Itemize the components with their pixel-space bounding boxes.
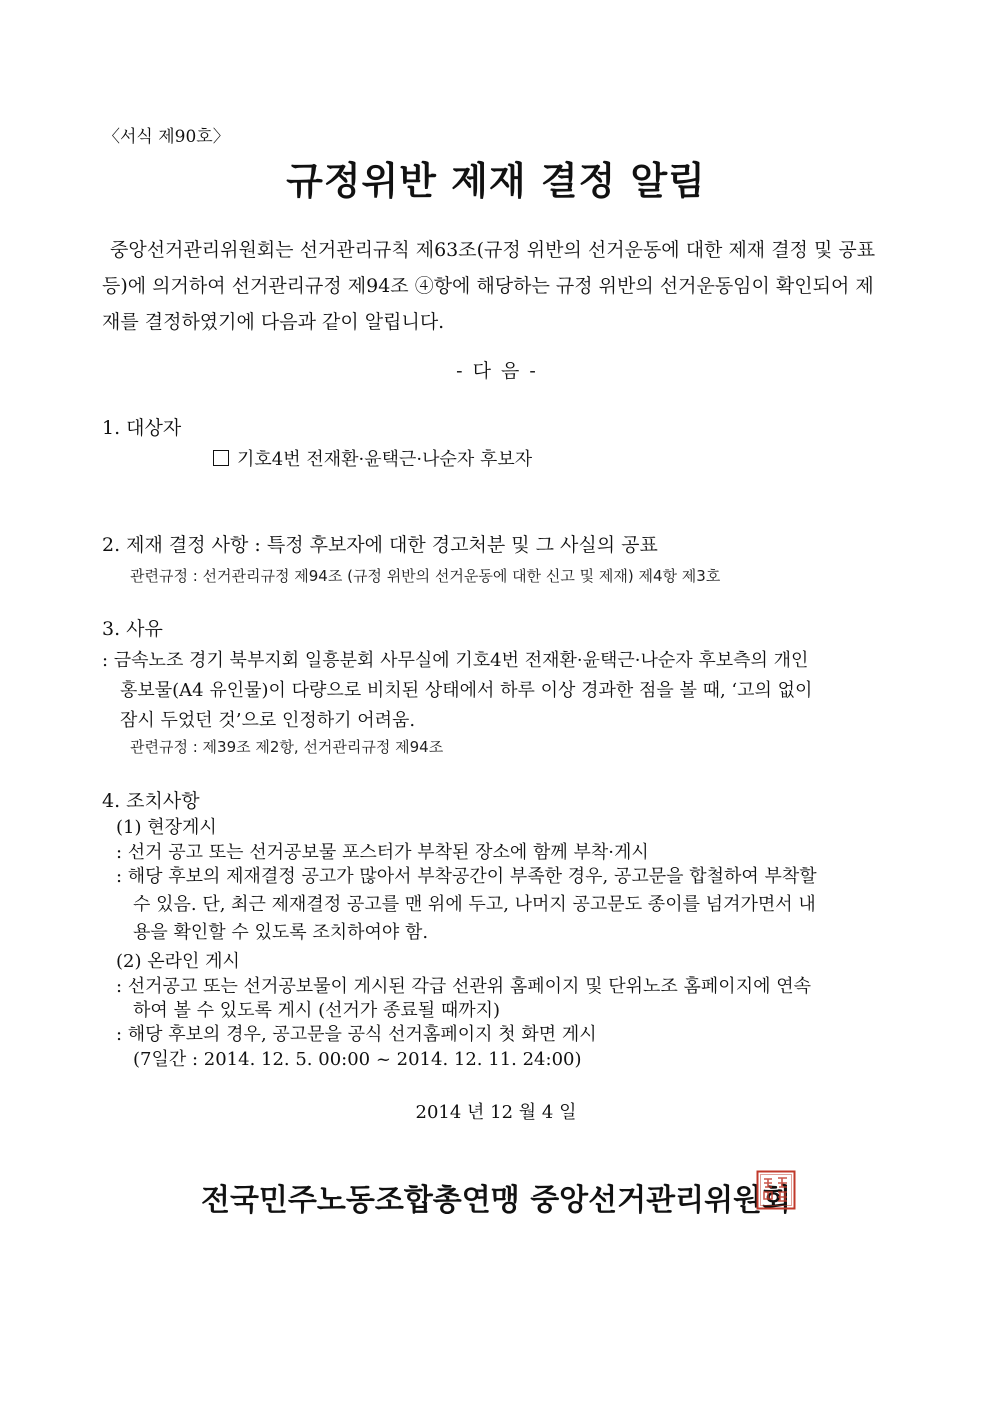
form-number: 〈서식 제90호〉 — [103, 127, 230, 147]
section-4-sub2-line-1: : 선거공고 또는 선거공보물이 게시된 각급 선관위 홈페이지 및 단위노조 홈페이지에 연속 — [116, 976, 811, 997]
section-4-sub2-line-3: : 해당 후보의 경우, 공고문을 공식 선거홈페이지 첫 화면 게시 — [116, 1024, 597, 1045]
checkbox-bullet-icon — [213, 450, 229, 466]
section-3-related: 관련규정 : 제39조 제2항, 선거관리규정 제94조 — [130, 738, 444, 756]
section-3-line-1: : 금속노조 경기 북부지회 일흥분회 사무실에 기호4번 전재환·윤택근·나순자 후보측의 개인 — [102, 650, 809, 671]
intro-line-1: 중앙선거관리위원회는 선거관리규칙 제63조(규정 위반의 선거운동에 대한 제재 결정 및 공표 — [110, 239, 876, 261]
section-3-line-3: 잠시 두었던 것’으로 인정하기 어려움. — [120, 710, 416, 731]
intro-line-3: 재를 결정하였기에 다음과 같이 알립니다. — [102, 311, 445, 333]
section-4-sub2-line-4: (7일간 : 2014. 12. 5. 00:00 ~ 2014. 12. 11. 24:00) — [133, 1049, 582, 1070]
section-1-item — [213, 445, 532, 471]
section-2-related: 관련규정 : 선거관리규정 제94조 (규정 위반의 선거운동에 대한 신고 및 제재) 제4항 제3호 — [130, 567, 721, 585]
issue-date: 2014 년 12 월 4 일 — [415, 1102, 577, 1123]
intro-paragraph — [102, 232, 902, 340]
section-1-item-text: 기호4번 전재환·윤택근·나순자 후보자 — [237, 449, 533, 470]
section-4-sub1-line-4: 용을 확인할 수 있도록 조치하여야 함. — [133, 922, 429, 943]
section-4-sub1-line-3: 수 있음. 단, 최근 제재결정 공고를 맨 위에 두고, 나머지 공고문도 종이를 넘겨가면서 내 — [133, 894, 816, 915]
daeum-separator: - 다 음 - — [456, 360, 536, 382]
page-title: 규정위반 제재 결정 알림 — [286, 159, 706, 203]
official-seal-icon — [756, 1170, 796, 1210]
section-4-sub1-line-1: : 선거 공고 또는 선거공보물 포스터가 부착된 장소에 함께 부착·게시 — [116, 842, 649, 863]
section-4-sub2-line-2: 하여 볼 수 있도록 게시 (선거가 종료될 때까지) — [133, 1000, 501, 1021]
section-3-heading: 3. 사유 — [102, 618, 163, 640]
section-1-heading: 1. 대상자 — [102, 417, 182, 439]
intro-line-2: 등)에 의거하여 선거관리규정 제94조 ④항에 해당하는 규정 위반의 선거운동임이 확인되어 제 — [102, 275, 874, 297]
organization-name: 전국민주노동조합총연맹 중앙선거관리위원회 — [200, 1183, 792, 1218]
section-4-sub1-heading: (1) 현장게시 — [116, 817, 217, 838]
section-4-sub1-line-2: : 해당 후보의 제재결정 공고가 많아서 부착공간이 부족한 경우, 공고문을 합철하여 부착할 — [116, 866, 817, 887]
section-3-line-2: 홍보물(A4 유인물)이 다량으로 비치된 상태에서 하루 이상 경과한 점을 볼 때, ‘고의 없이 — [120, 680, 813, 701]
section-4-sub2-heading: (2) 온라인 게시 — [116, 951, 240, 972]
section-4-heading: 4. 조치사항 — [102, 790, 200, 812]
section-2-heading: 2. 제재 결정 사항 : 특정 후보자에 대한 경고처분 및 그 사실의 공표 — [102, 534, 658, 556]
